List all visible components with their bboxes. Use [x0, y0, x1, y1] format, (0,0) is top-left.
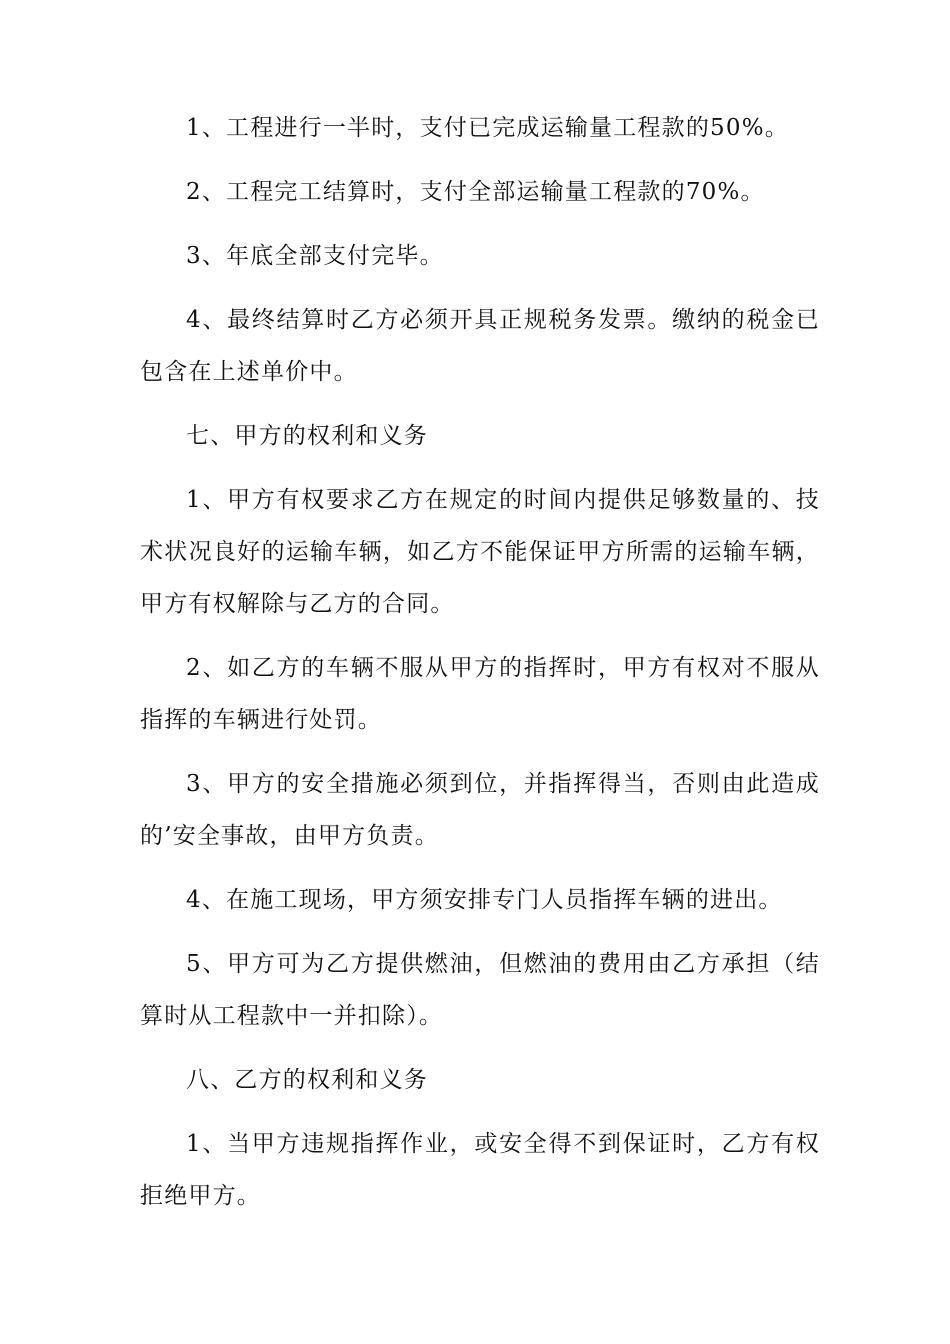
- party-a-clause-4: 4、在施工现场，甲方须安排专门人员指挥车辆的进出。: [186, 887, 783, 913]
- section-heading-party-a: 七、甲方的权利和义务: [186, 423, 428, 449]
- section-heading-party-b: 八、乙方的权利和义务: [186, 1067, 428, 1093]
- party-a-clause-1: 1、甲方有权要求乙方在规定的时间内提供足够数量的、技术状况良好的运输车辆，如乙方不能保证甲方所需的运输车辆，甲方有权解除与乙方的合同。: [140, 487, 820, 617]
- payment-clause-1: 1、工程进行一半时，支付已完成运输量工程款的50%。: [186, 115, 789, 141]
- document-body: [140, 102, 820, 1234]
- payment-clause-2: 2、工程完工结算时，支付全部运输量工程款的70%。: [186, 179, 765, 205]
- party-b-clause-1: 1、当甲方违规指挥作业，或安全得不到保证时，乙方有权拒绝甲方。: [140, 1131, 820, 1209]
- party-a-clause-5: 5、甲方可为乙方提供燃油，但燃油的费用由乙方承担（结算时从工程款中一并扣除）。: [140, 951, 820, 1029]
- payment-clause-3: 3、年底全部支付完毕。: [186, 243, 444, 269]
- payment-clause-4: 4、最终结算时乙方必须开具正规税务发票。缴纳的税金已包含在上述单价中。: [140, 307, 820, 385]
- party-a-clause-2: 2、如乙方的车辆不服从甲方的指挥时，甲方有权对不服从指挥的车辆进行处罚。: [140, 655, 820, 733]
- party-a-clause-3: 3、甲方的安全措施必须到位，并指挥得当，否则由此造成的’安全事故，由甲方负责。: [140, 771, 820, 849]
